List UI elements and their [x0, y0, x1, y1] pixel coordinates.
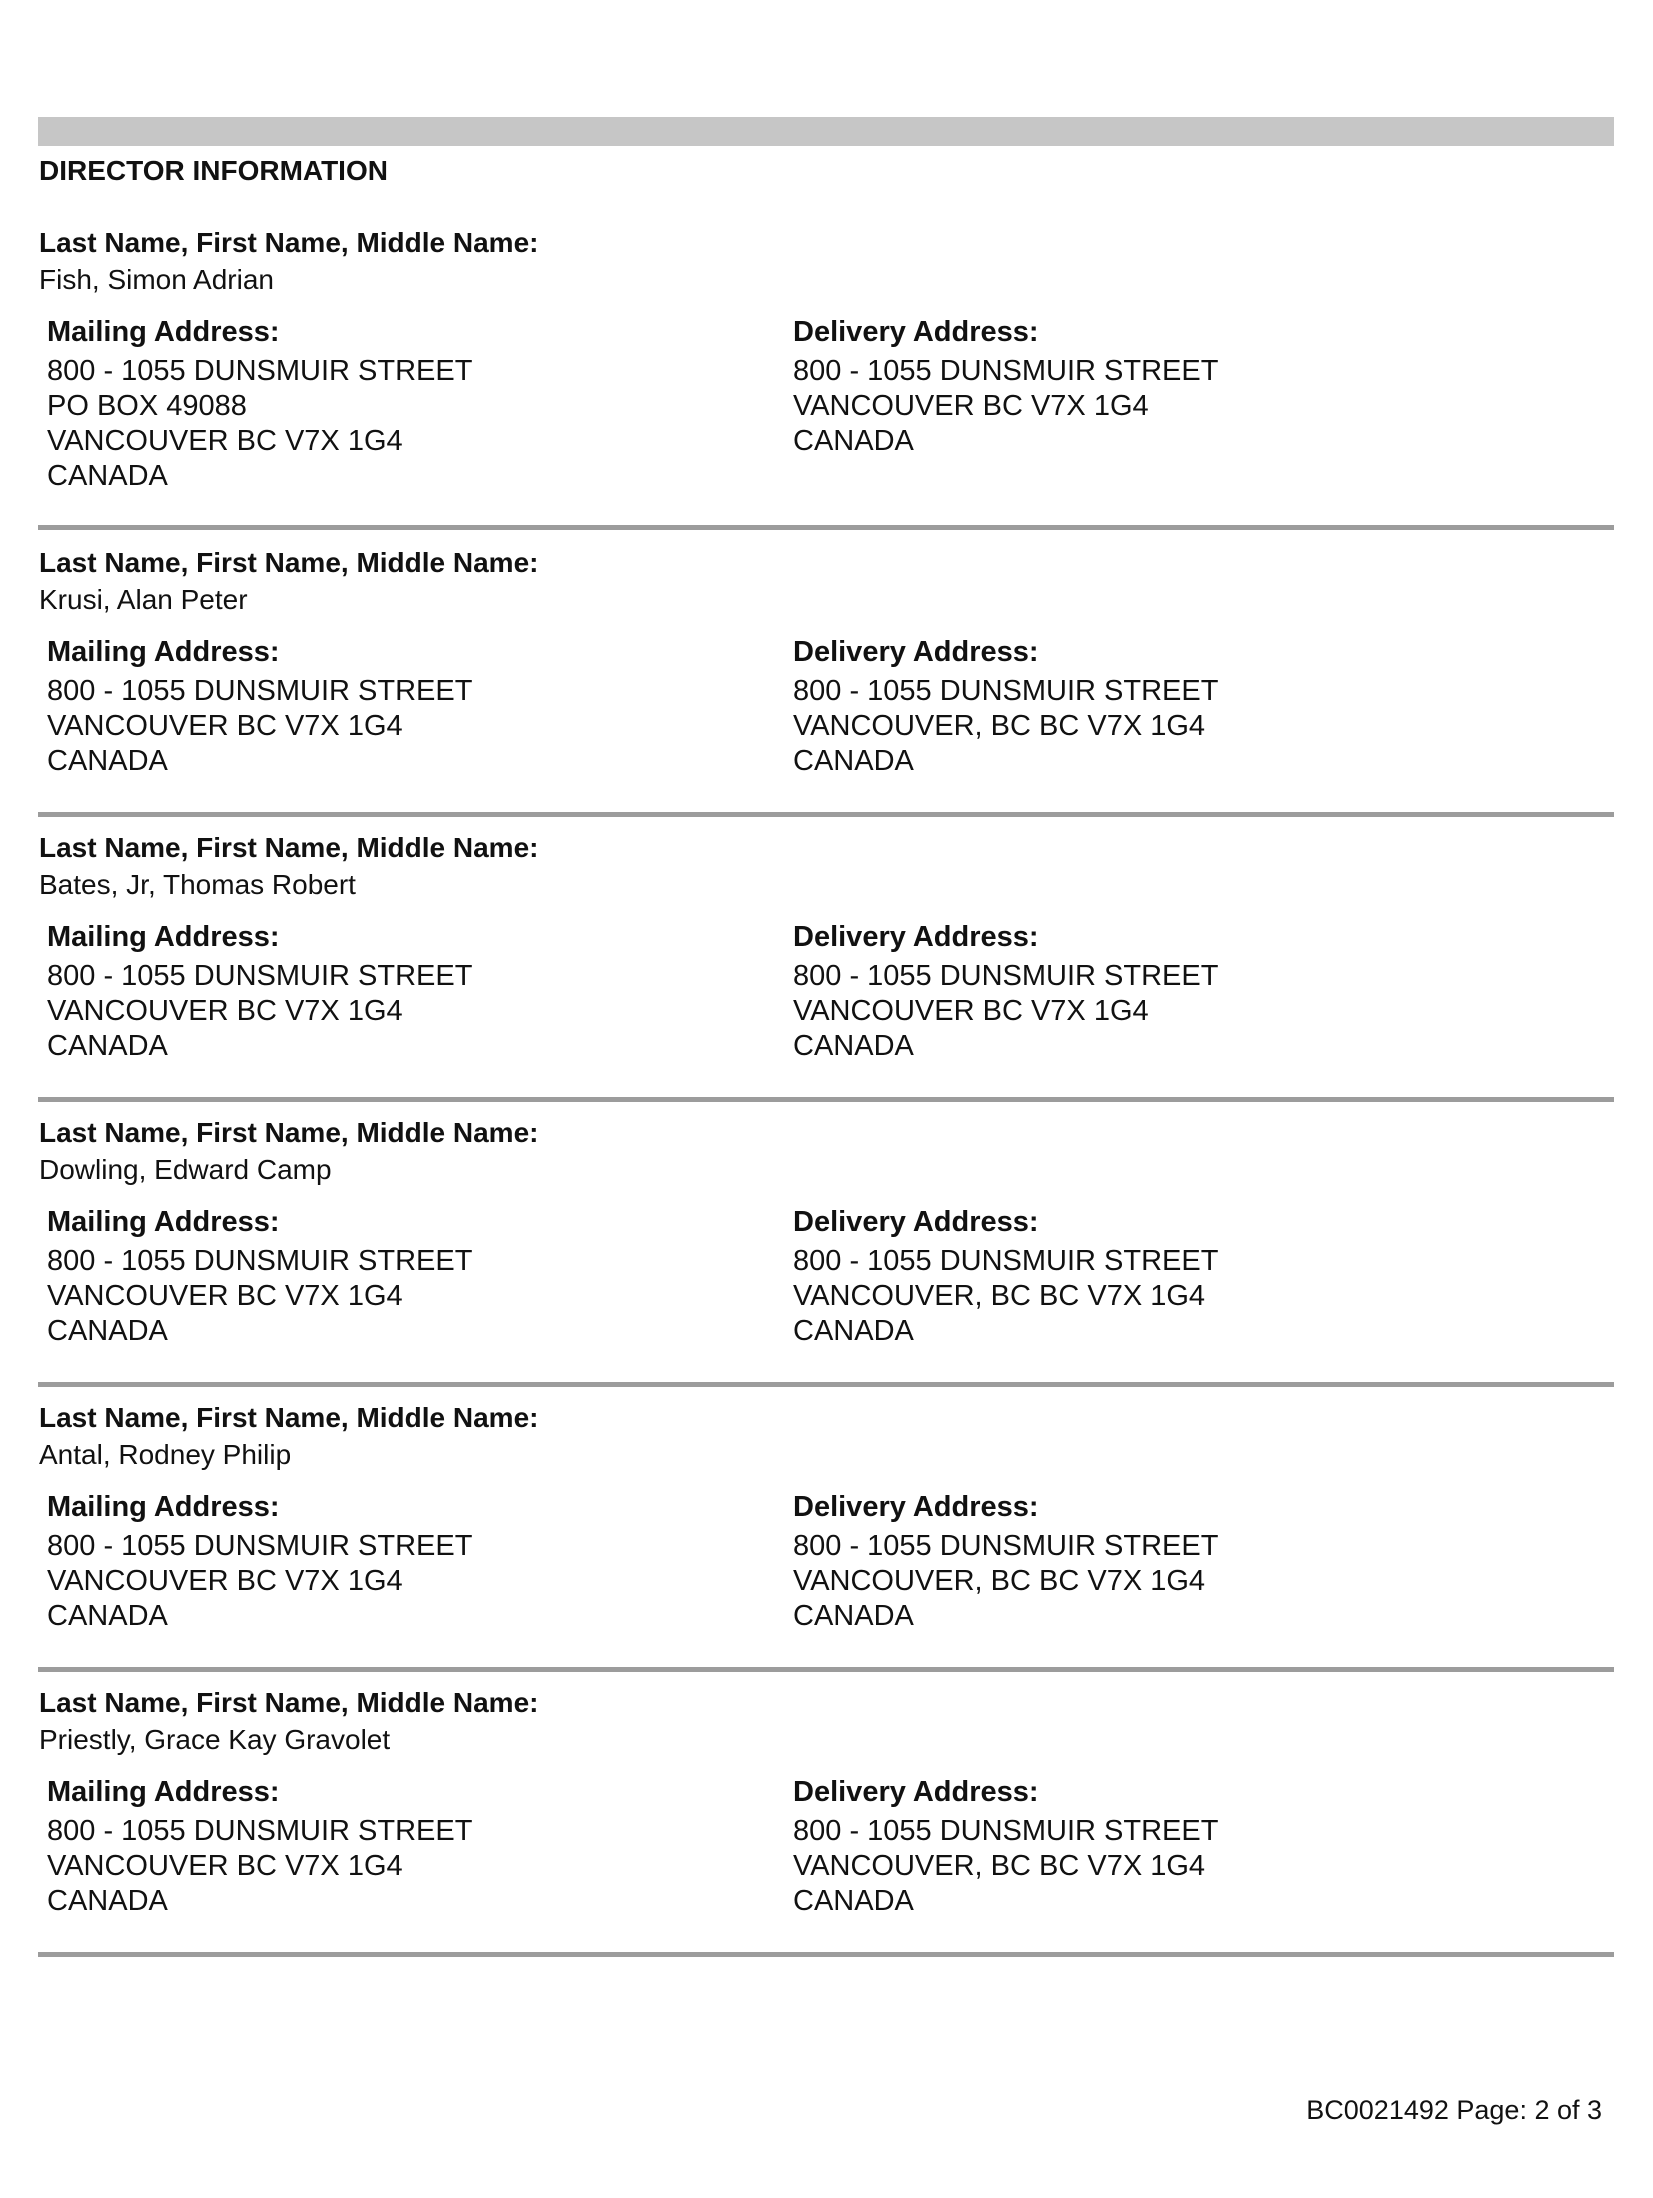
separator-line [38, 1097, 1614, 1102]
delivery-address-label: Delivery Address: [793, 921, 1039, 953]
mailing-address [47, 1490, 747, 1634]
mailing-address-line: VANCOUVER BC V7X 1G4 [47, 1565, 403, 1597]
page-footer: BC0021492 Page: 2 of 3 [1306, 2095, 1602, 2125]
mailing-address-line: CANADA [47, 745, 168, 777]
delivery-address-label: Delivery Address: [793, 1491, 1039, 1523]
delivery-address-line: 800 - 1055 DUNSMUIR STREET [793, 355, 1219, 387]
delivery-address-line: 800 - 1055 DUNSMUIR STREET [793, 1245, 1219, 1277]
mailing-address-label: Mailing Address: [47, 1491, 280, 1523]
name-label: Last Name, First Name, Middle Name: [39, 832, 539, 863]
delivery-address-line: 800 - 1055 DUNSMUIR STREET [793, 1530, 1219, 1562]
director-name: Bates, Jr, Thomas Robert [39, 869, 356, 900]
delivery-address-line: CANADA [793, 745, 914, 777]
delivery-address [793, 315, 1493, 459]
delivery-address-line: 800 - 1055 DUNSMUIR STREET [793, 960, 1219, 992]
director-entry [38, 546, 1614, 817]
director-name: Krusi, Alan Peter [39, 584, 248, 615]
delivery-address-line: CANADA [793, 1315, 914, 1347]
delivery-address-line: VANCOUVER BC V7X 1G4 [793, 390, 1149, 422]
delivery-address-label: Delivery Address: [793, 1206, 1039, 1238]
director-entry [38, 1116, 1614, 1387]
mailing-address [47, 635, 747, 779]
mailing-address-line: CANADA [47, 1030, 168, 1062]
delivery-address [793, 635, 1493, 779]
delivery-address-line: CANADA [793, 1030, 914, 1062]
mailing-address-label: Mailing Address: [47, 316, 280, 348]
mailing-address-line: VANCOUVER BC V7X 1G4 [47, 425, 403, 457]
delivery-address-label: Delivery Address: [793, 636, 1039, 668]
separator-line [38, 1952, 1614, 1957]
delivery-address-line: VANCOUVER, BC BC V7X 1G4 [793, 1280, 1206, 1312]
mailing-address-line: 800 - 1055 DUNSMUIR STREET [47, 355, 473, 387]
director-entry [38, 831, 1614, 1102]
mailing-address-line: VANCOUVER BC V7X 1G4 [47, 1280, 403, 1312]
section-title: DIRECTOR INFORMATION [39, 155, 388, 186]
director-name: Dowling, Edward Camp [39, 1154, 332, 1185]
mailing-address-label: Mailing Address: [47, 1206, 280, 1238]
mailing-address [47, 1775, 747, 1919]
delivery-address-line: CANADA [793, 1885, 914, 1917]
separator-line [38, 812, 1614, 817]
mailing-address-line: 800 - 1055 DUNSMUIR STREET [47, 1530, 473, 1562]
mailing-address [47, 920, 747, 1064]
mailing-address-line: PO BOX 49088 [47, 390, 247, 422]
director-name: Priestly, Grace Kay Gravolet [39, 1724, 391, 1755]
mailing-address-line: CANADA [47, 460, 168, 492]
name-label: Last Name, First Name, Middle Name: [39, 1117, 539, 1148]
delivery-address [793, 1205, 1493, 1349]
mailing-address-line: 800 - 1055 DUNSMUIR STREET [47, 1815, 473, 1847]
director-entry [38, 1401, 1614, 1672]
delivery-address-label: Delivery Address: [793, 1776, 1039, 1808]
mailing-address-line: 800 - 1055 DUNSMUIR STREET [47, 960, 473, 992]
director-name: Antal, Rodney Philip [39, 1439, 292, 1470]
separator-line [38, 525, 1614, 530]
name-label: Last Name, First Name, Middle Name: [39, 547, 539, 578]
name-label: Last Name, First Name, Middle Name: [39, 1687, 539, 1718]
delivery-address-line: CANADA [793, 1600, 914, 1632]
delivery-address [793, 1775, 1493, 1919]
delivery-address-line: VANCOUVER, BC BC V7X 1G4 [793, 1565, 1206, 1597]
mailing-address-label: Mailing Address: [47, 921, 280, 953]
section-header-bar [38, 117, 1614, 146]
name-label: Last Name, First Name, Middle Name: [39, 1402, 539, 1433]
delivery-address-line: VANCOUVER, BC BC V7X 1G4 [793, 710, 1206, 742]
delivery-address-line: VANCOUVER, BC BC V7X 1G4 [793, 1850, 1206, 1882]
director-entry [38, 226, 1614, 530]
separator-line [38, 1382, 1614, 1387]
mailing-address-line: CANADA [47, 1885, 168, 1917]
mailing-address [47, 315, 747, 494]
mailing-address-line: CANADA [47, 1600, 168, 1632]
mailing-address-line: CANADA [47, 1315, 168, 1347]
mailing-address-line: 800 - 1055 DUNSMUIR STREET [47, 675, 473, 707]
mailing-address [47, 1205, 747, 1349]
mailing-address-line: VANCOUVER BC V7X 1G4 [47, 995, 403, 1027]
delivery-address-line: 800 - 1055 DUNSMUIR STREET [793, 675, 1219, 707]
name-label: Last Name, First Name, Middle Name: [39, 227, 539, 258]
separator-line [38, 1667, 1614, 1672]
mailing-address-line: 800 - 1055 DUNSMUIR STREET [47, 1245, 473, 1277]
mailing-address-label: Mailing Address: [47, 636, 280, 668]
mailing-address-line: VANCOUVER BC V7X 1G4 [47, 1850, 403, 1882]
director-name: Fish, Simon Adrian [39, 264, 274, 295]
delivery-address [793, 920, 1493, 1064]
delivery-address-line: CANADA [793, 425, 914, 457]
mailing-address-line: VANCOUVER BC V7X 1G4 [47, 710, 403, 742]
delivery-address-label: Delivery Address: [793, 316, 1039, 348]
mailing-address-label: Mailing Address: [47, 1776, 280, 1808]
delivery-address-line: VANCOUVER BC V7X 1G4 [793, 995, 1149, 1027]
delivery-address-line: 800 - 1055 DUNSMUIR STREET [793, 1815, 1219, 1847]
director-entry [38, 1686, 1614, 1957]
delivery-address [793, 1490, 1493, 1634]
